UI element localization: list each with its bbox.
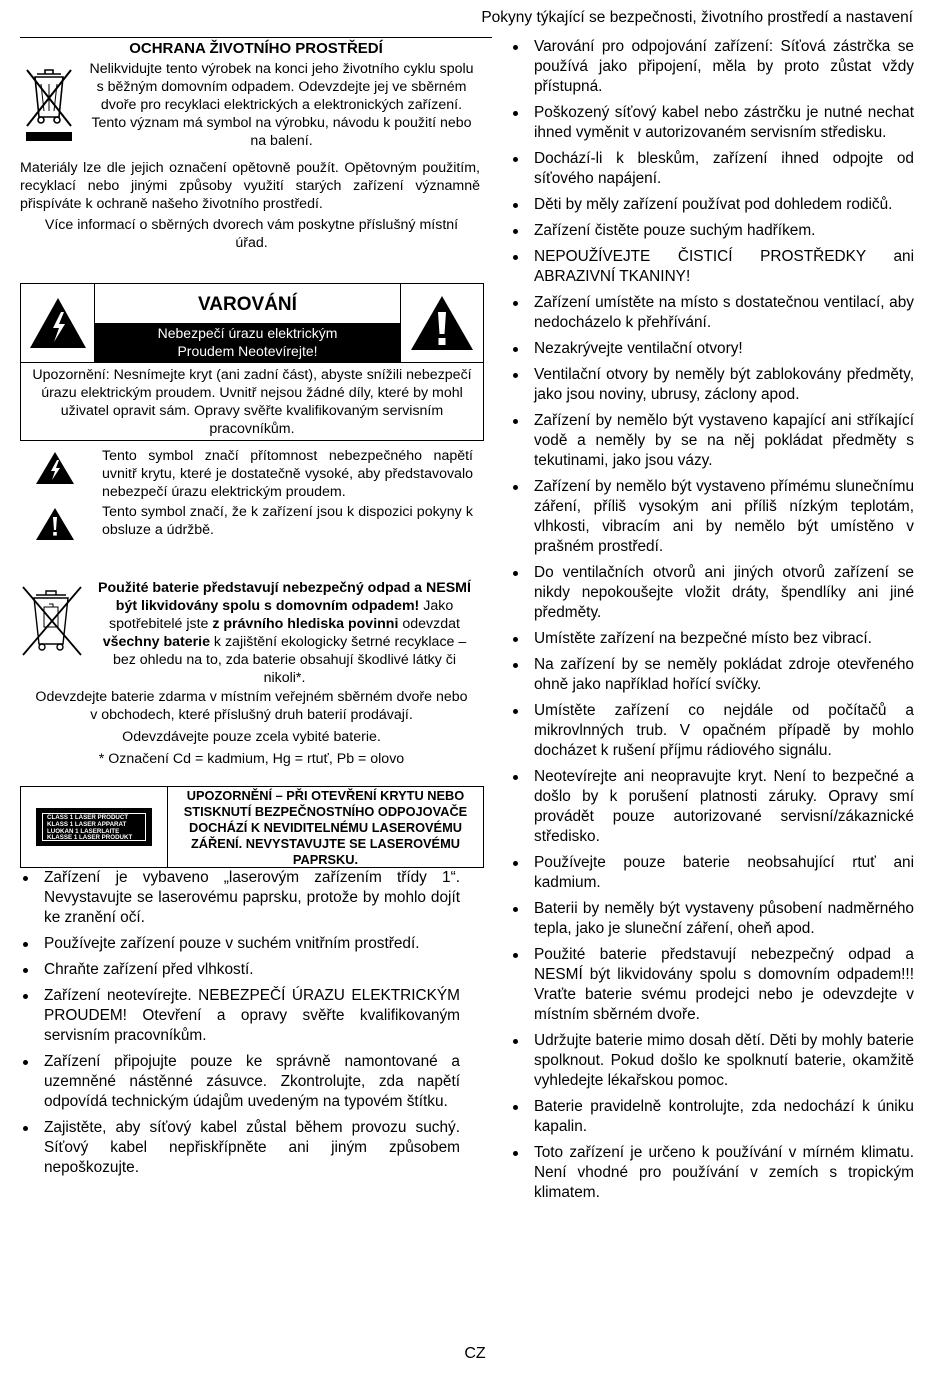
left-bullet-list (20, 868, 460, 1178)
battery-normal-text: Jako spotřebitelé jste (109, 598, 454, 632)
list-item: Zajistěte, aby síťový kabel zůstal během provozu suchý. Síťový kabel nepřiskřípněte ani jiným způsobem nepoškozujte. (20, 1118, 460, 1178)
battery-bold-text: všechny baterie (102, 634, 210, 650)
laser-label-line: KLASSE 1 LASER PRODUKT (47, 834, 133, 842)
list-item: Baterie pravidelně kontrolujte, zda nedochází k úniku kapalin. (510, 1097, 914, 1137)
list-item: Ventilační otvory by neměly být zablokovány předměty, jako jsou noviny, ubrusy, záclony apod. (510, 365, 914, 405)
battery-more (20, 688, 483, 768)
warning-black-banner (95, 323, 400, 362)
list-item: Umístěte zařízení na bezpečné místo bez vibrací. (510, 629, 914, 649)
battery-para: Odevzdejte baterie zdarma v místním veřejném sběrném dvoře nebo v obchodech, které příslušný druh baterií prodávají. (35, 689, 468, 723)
battery-section (20, 579, 483, 687)
list-item: Zařízení je vybaveno „laserovým zařízením třídy 1“. Nevystavujte se laserovému paprsku, protože by mohlo dojít ke zranění očí. (20, 868, 460, 928)
laser-label-line: KLASS 1 LASER APPARAT (47, 820, 127, 828)
warning-heading: VAROVÁNÍ (198, 294, 297, 315)
exclamation-symbol-text: Tento symbol značí, že k zařízení jsou k dispozici pokyny k obsluze a údržbě. (102, 504, 473, 538)
page-footer: CZ (464, 1345, 486, 1362)
battery-para: Odevzdávejte pouze zcela vybité baterie. (122, 729, 381, 745)
weee-text: Nelikvidujte tento výrobek na konci jeho životního cyklu spolu s běžným domovním odpadem. Odevzdejte jej ve sběrném dvoře pro recyklaci elektrických a elektronických zařízení. Tento význam má symbol na výrobku, návodu k použití nebo na balení. (89, 61, 474, 149)
list-item: Zařízení čistěte pouze suchým hadříkem. (510, 221, 914, 241)
list-item: Používejte zařízení pouze v suchém vnitřním prostředí. (20, 934, 460, 954)
list-item: Zařízení by nemělo být vystaveno přímému slunečnímu záření, příliš vysokým ani příliš nízkým teplotám, vlhkosti, vibracím ani by nemělo být umístěno v prašném prostředí. (510, 477, 914, 557)
list-item: Zařízení připojujte pouze ke správně namontované a uzemněné nástěnné zásuvce. Zkontrolujte, zda napětí odpovídá technickým údajům uvedeným na typovém štítku. (20, 1052, 460, 1112)
battery-bold-text: z právního hlediska povinni (212, 616, 399, 632)
battery-normal-text: odevzdat (398, 616, 460, 632)
list-item: Děti by měly zařízení používat pod dohledem rodičů. (510, 195, 914, 215)
list-item: Baterii by neměly být vystaveny působení nadměrného tepla, jako je sluneční záření, oheň apod. (510, 899, 914, 939)
laser-label-line: CLASS 1 LASER PRODUCT (47, 814, 129, 821)
laser-label-line: LUOKAN 1 LASERLAITE (47, 827, 120, 835)
laser-product-label (21, 787, 168, 867)
exclamation-triangle-icon (400, 284, 483, 362)
right-column (510, 37, 914, 1209)
materials-text: Materiály lze dle jejich označení opětovně použít. Opětovným použitím, recyklací nebo jinými způsoby využití starých zařízení významně přispíváte k ochraně našeho životního prostředí. (20, 160, 480, 212)
page-header: Pokyny týkající se bezpečnosti, životního prostředí a nastavení (481, 9, 913, 26)
list-item: Použité baterie představují nebezpečný odpad a NESMÍ být likvidovány spolu s domovním odpadem!!! Vraťte baterie svému prodejci nebo je odevzdejte v místním sběrném dvoře. (510, 945, 914, 1025)
laser-warning-box (20, 786, 484, 868)
right-bullet-list (510, 37, 914, 1203)
list-item: Neotevírejte ani neopravujte kryt. Není to bezpečné a došlo by k porušení platnosti záruky. Opravy smí provádět pouze autorizované servisní/zákaznické středisko. (510, 767, 914, 847)
list-item: Na zařízení by se neměly pokládat zdroje otevřeného ohně jako například hořící svíčky. (510, 655, 914, 695)
list-item: Poškozený síťový kabel nebo zástrčku je nutné nechat ihned vyměnit v autorizovaném servisním středisku. (510, 103, 914, 143)
environment-section (20, 37, 483, 252)
list-item: NEPOUŽÍVEJTE ČISTICÍ PROSTŘEDKY ani ABRAZIVNÍ TKANINY! (510, 247, 914, 287)
list-item: Dochází-li k bleskům, zařízení ihned odpojte od síťového napájení. (510, 149, 914, 189)
list-item: Nezakrývejte ventilační otvory! (510, 339, 914, 359)
list-item: Chraňte zařízení před vlhkostí. (20, 960, 460, 980)
battery-text (96, 579, 483, 687)
warning-banner-line: Proudem Neotevírejte! (177, 343, 318, 359)
list-item: Toto zařízení je určeno k používání v mírném klimatu. Není vhodné pro používání v zemích s tropickým klimatem. (510, 1143, 914, 1203)
exclamation-triangle-icon (20, 503, 90, 541)
warning-banner-line: Nebezpečí úrazu elektrickým (157, 325, 338, 341)
list-item: Do ventilačních otvorů ani jiných otvorů zařízení se nikdy nepokoušejte vložit dráty, špendlíky ani jiné předměty. (510, 563, 914, 623)
warning-box (20, 283, 484, 441)
crossed-battery-bin-icon (20, 579, 96, 687)
laser-warning-text: UPOZORNĚNÍ – PŘI OTEVŘENÍ KRYTU NEBO STISKNUTÍ BEZPEČNOSTNÍHO ODPOJOVAČE DOCHÁZÍ K NEVIDITELNÉMU LASEROVÉMU ZÁŘENÍ. NEVYSTAVUJTE SE LASEROVÉMU PAPRSKU. (183, 788, 468, 867)
list-item: Zařízení neotevírejte. NEBEZPEČÍ ÚRAZU ELEKTRICKÝM PROUDEM! Otevření a opravy svěřte kvalifikovaným servisním pracovníkům. (20, 986, 460, 1046)
laser-label-text (42, 813, 146, 841)
lightning-triangle-icon (20, 447, 90, 485)
list-item: Umístěte zařízení co nejdále od počítačů a mikrovlnných trub. V opačném případě by mohlo docházet k rušení příjmu rádiového signálu. (510, 701, 914, 761)
list-item: Zařízení umístěte na místo s dostatečnou ventilací, aby nedocházelo k přehřívání. (510, 293, 914, 333)
list-item: Udržujte baterie mimo dosah dětí. Děti by mohly baterie spolknout. Pokud došlo ke spolknutí baterie, okamžitě vyhledejte lékařskou pomoc. (510, 1031, 914, 1091)
warning-body: Upozornění: Nesnímejte kryt (ani zadní část), abyste snížili nebezpečí úrazu elektrickým proudem. Uvnitř nejsou žádné díly, které by mohl uživatel opravit sám. Opravy svěřte kvalifikovaným servisním pracovníkům. (32, 367, 472, 437)
lightning-triangle-icon (21, 284, 95, 362)
weee-bin-icon (24, 60, 88, 157)
battery-para: * Označení Cd = kadmium, Hg = rtuť, Pb = olovo (98, 751, 405, 767)
lightning-symbol-row (20, 447, 483, 501)
battery-normal-text: k zajištění ekologicky šetrné recyklace – bez ohledu na to, zda baterie obsahují škodlivé látky či nikoli*. (112, 634, 467, 686)
environment-title: OCHRANA ŽIVOTNÍHO PROSTŘEDÍ (20, 37, 492, 58)
exclamation-symbol-row (20, 503, 483, 541)
battery-bold-text: Použité baterie představují nebezpečný odpad a NESMÍ být likvidovány spolu s domovním odpadem! (98, 580, 471, 614)
list-item: Zařízení by nemělo být vystaveno kapající ani stříkající vodě a neměly by se na něj pokládat předměty s tekutinami, jako jsou vázy. (510, 411, 914, 471)
list-item: Používejte pouze baterie neobsahující rtuť ani kadmium. (510, 853, 914, 893)
info-text: Více informací o sběrných dvorech vám poskytne příslušný místní úřad. (44, 217, 459, 251)
list-item: Varování pro odpojování zařízení: Síťová zástrčka se používá jako připojení, měla by proto zůstat vždy přístupná. (510, 37, 914, 97)
left-column (20, 37, 483, 1184)
lightning-symbol-text: Tento symbol značí přítomnost nebezpečného napětí uvnitř krytu, které je dostatečně vysoké, aby představovalo nebezpečí úrazu elektrickým proudem. (102, 448, 473, 500)
